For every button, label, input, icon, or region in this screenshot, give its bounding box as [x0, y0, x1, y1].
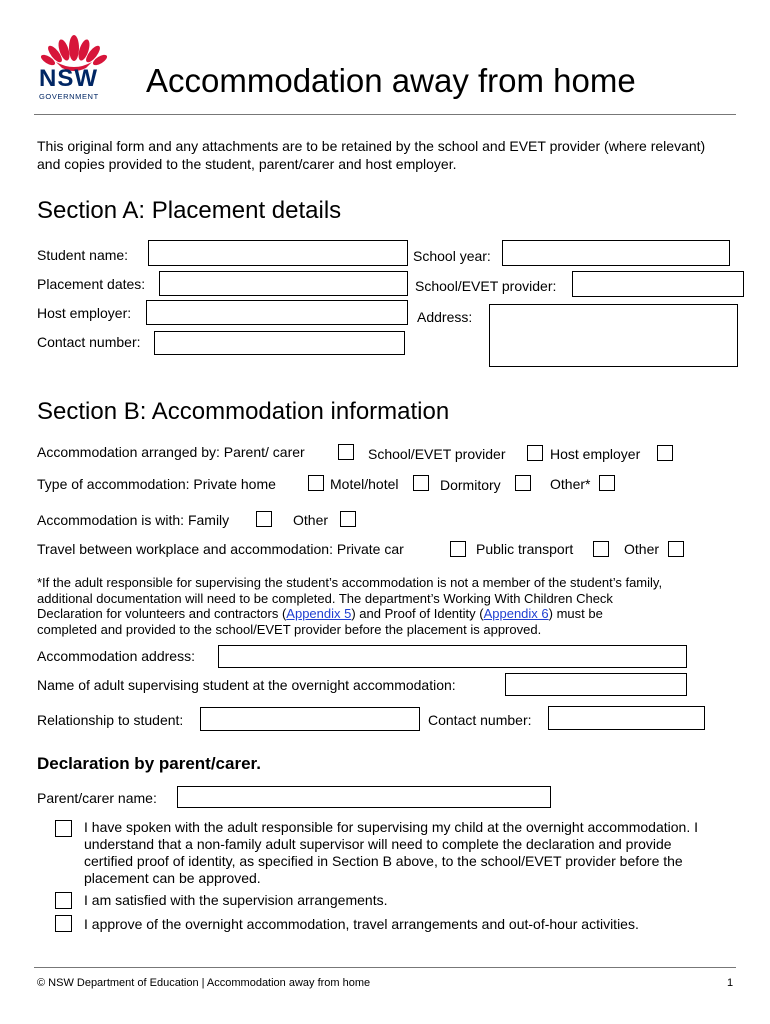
travel-other-checkbox[interactable] [668, 541, 684, 557]
relationship-field[interactable] [200, 707, 420, 731]
address-field[interactable] [489, 304, 738, 367]
type-dormitory-checkbox[interactable] [515, 475, 531, 491]
logo-nsw-text: NSW [39, 65, 98, 92]
footer-text: © NSW Department of Education | Accommodation away from home [37, 977, 371, 989]
declaration-approve-text: I approve of the overnight accommodation, travel arrangements and out-of-hour activities. [84, 916, 639, 932]
declaration-spoken-checkbox[interactable] [55, 820, 72, 837]
declaration-satisfied-checkbox[interactable] [55, 892, 72, 909]
with-other-label: Other [293, 512, 329, 528]
type-other-checkbox[interactable] [599, 475, 615, 491]
travel-public-checkbox[interactable] [593, 541, 609, 557]
travel-public-label: Public transport [476, 541, 574, 557]
note-text-3: ) must be completed and provided to the school/EVET provider before the placement is approved. [37, 606, 603, 637]
parent-carer-name-field[interactable] [177, 786, 551, 808]
declaration-approve-checkbox[interactable] [55, 915, 72, 932]
footer-divider [34, 967, 736, 968]
type-motel-checkbox[interactable] [413, 475, 429, 491]
school-evet-provider-label: School/EVET provider: [415, 278, 557, 294]
type-motel-label: Motel/hotel [330, 476, 399, 492]
parent-carer-name-label: Parent/carer name: [37, 790, 157, 806]
host-employer-field[interactable] [146, 300, 408, 325]
nsw-government-logo [34, 28, 114, 104]
address-label: Address: [417, 309, 473, 325]
arranged-school-checkbox[interactable] [527, 445, 543, 461]
type-dormitory-label: Dormitory [440, 477, 501, 493]
student-name-label: Student name: [37, 247, 129, 263]
accommodation-address-field[interactable] [218, 645, 687, 668]
with-family-checkbox[interactable] [256, 511, 272, 527]
placement-dates-label: Placement dates: [37, 276, 146, 292]
school-year-field[interactable] [502, 240, 730, 266]
section-a-heading: Section A: Placement details [37, 197, 342, 224]
declaration-satisfied-text: I am satisfied with the supervision arrangements. [84, 892, 388, 908]
contact-number-field[interactable] [154, 331, 405, 355]
title-divider [34, 114, 736, 115]
adult-name-field[interactable] [505, 673, 687, 696]
supervision-note [37, 575, 663, 637]
arranged-school-label: School/EVET provider [368, 446, 506, 462]
arranged-host-checkbox[interactable] [657, 445, 673, 461]
adult-name-label: Name of adult supervising student at the overnight accommodation: [37, 677, 456, 693]
arranged-parent-checkbox[interactable] [338, 444, 354, 460]
note-text-2: ) and Proof of Identity ( [351, 606, 484, 621]
note-text-1: *If the adult responsible for supervising the student’s accommodation is not a member of the student’s family, additional documentation will need to be completed. The department’s Working With Children Check Declaration for volunteers and contractors ( [37, 575, 663, 621]
school-year-label: School year: [413, 248, 491, 264]
placement-dates-field[interactable] [159, 271, 408, 296]
contact-number-label: Contact number: [37, 334, 141, 350]
type-accommodation-label: Type of accommodation: Private home [37, 476, 276, 492]
page-number: 1 [727, 977, 734, 989]
travel-label: Travel between workplace and accommodation: Private car [37, 541, 404, 557]
page-title: Accommodation away from home [146, 62, 636, 99]
arranged-by-label: Accommodation arranged by: Parent/ carer [37, 444, 305, 460]
appendix-6-link[interactable]: Appendix 6 [483, 606, 549, 621]
contact-number-b-label: Contact number: [428, 712, 532, 728]
declaration-spoken-text: I have spoken with the adult responsible for supervising my child at the overnight accommodation. I understand that a non-family adult supervisor will need to complete the declaration and provide certified proof of identity, as specified in Section B above, to the school/EVET provider before the placement can be approved. [84, 819, 698, 886]
intro-text: This original form and any attachments are to be retained by the school and EVET provider (where relevant) and copies provided to the student, parent/carer and host employer. [37, 138, 706, 172]
appendix-5-link[interactable]: Appendix 5 [286, 606, 352, 621]
host-employer-label: Host employer: [37, 305, 132, 321]
accommodation-address-label: Accommodation address: [37, 648, 195, 664]
logo-government-text: GOVERNMENT [39, 92, 99, 101]
type-private-home-checkbox[interactable] [308, 475, 324, 491]
with-other-checkbox[interactable] [340, 511, 356, 527]
arranged-host-label: Host employer [550, 446, 641, 462]
accommodation-with-label: Accommodation is with: Family [37, 512, 230, 528]
student-name-field[interactable] [148, 240, 408, 266]
type-other-label: Other* [550, 476, 591, 492]
section-b-heading: Section B: Accommodation information [37, 398, 450, 425]
school-evet-provider-field[interactable] [572, 271, 744, 297]
travel-private-car-checkbox[interactable] [450, 541, 466, 557]
travel-other-label: Other [624, 541, 660, 557]
declaration-heading: Declaration by parent/carer. [37, 754, 261, 773]
relationship-label: Relationship to student: [37, 712, 184, 728]
contact-number-b-field[interactable] [548, 706, 705, 730]
